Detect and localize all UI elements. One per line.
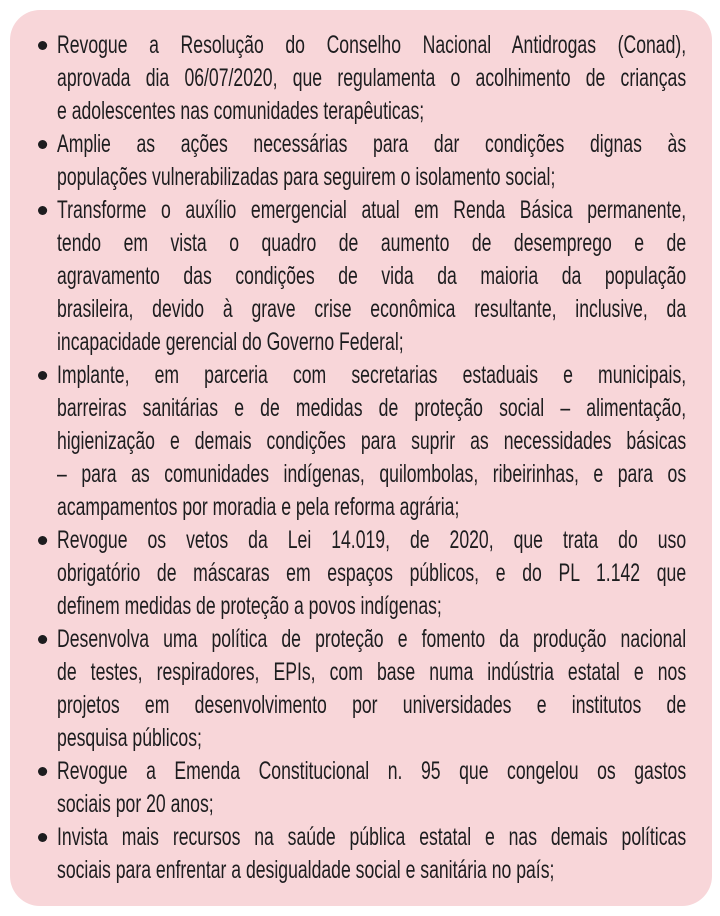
list-item [38, 194, 686, 359]
text-line: obrigatório de máscaras em espaços públicos, e do PL 1.142 que [57, 559, 687, 587]
text-line: de testes, respiradores, EPIs, com base numa indústria estatal e nos [57, 658, 687, 686]
bullet-icon [38, 833, 47, 842]
list-item-text [57, 128, 686, 194]
text-line: e adolescentes nas comunidades terapêuticas; [57, 97, 425, 125]
text-line: Revogue os vetos da Lei 14.019, de 2020, que trata do uso [57, 526, 687, 554]
text-line: acampamentos por moradia e pela reforma agrária; [57, 493, 460, 521]
text-line: Revogue a Resolução do Conselho Nacional Antidrogas (Conad), [57, 31, 687, 59]
list-item-text [57, 29, 686, 128]
text-line: projetos em desenvolvimento por universidades e institutos de [57, 691, 687, 719]
text-line: Amplie as ações necessárias para dar condições dignas às [57, 130, 687, 158]
text-line: brasileira, devido à grave crise econômica resultante, inclusive, da [57, 295, 687, 323]
text-line: sociais por 20 anos; [57, 790, 214, 818]
list-item-text [57, 524, 686, 623]
list-item-text [57, 755, 686, 821]
text-line: tendo em vista o quadro de aumento de desemprego e de [57, 229, 687, 257]
list-item [38, 623, 686, 755]
list-item-text [57, 194, 686, 359]
bullet-icon [38, 767, 47, 776]
bullet-icon [38, 41, 47, 50]
bullet-icon [38, 536, 47, 545]
text-line: aprovada dia 06/07/2020, que regulamenta o acolhimento de crianças [57, 64, 687, 92]
text-line: barreiras sanitárias e de medidas de proteção social – alimentação, [57, 394, 687, 422]
list-item [38, 128, 686, 194]
text-line: – para as comunidades indígenas, quilombolas, ribeirinhas, e para os [57, 460, 687, 488]
list-item-text [57, 359, 686, 524]
list-item-text [57, 821, 686, 887]
text-line: higienização e demais condições para suprir as necessidades básicas [57, 427, 687, 455]
text-line: Revogue a Emenda Constitucional n. 95 que congelou os gastos [57, 757, 687, 785]
bullet-icon [38, 206, 47, 215]
bullet-icon [38, 371, 47, 380]
list-item [38, 755, 686, 821]
text-line: Implante, em parceria com secretarias estaduais e municipais, [57, 361, 687, 389]
demands-card [10, 10, 712, 906]
text-line: Desenvolva uma política de proteção e fomento da produção nacional [57, 625, 687, 653]
text-line: populações vulnerabilizadas para seguirem o isolamento social; [57, 163, 556, 191]
text-line: Transforme o auxílio emergencial atual em Renda Básica permanente, [57, 196, 687, 224]
list-item [38, 524, 686, 623]
list-item [38, 359, 686, 524]
bullet-icon [38, 635, 47, 644]
list-item-text [57, 623, 686, 755]
text-line: sociais para enfrentar a desigualdade social e sanitária no país; [57, 856, 555, 884]
text-line: agravamento das condições de vida da maioria da população [57, 262, 687, 290]
text-line: definem medidas de proteção a povos indígenas; [57, 592, 442, 620]
list-item [38, 29, 686, 128]
list-item [38, 821, 686, 887]
text-line: Invista mais recursos na saúde pública estatal e nas demais políticas [57, 823, 687, 851]
text-line: incapacidade gerencial do Governo Federal; [57, 328, 404, 356]
demands-list [38, 29, 686, 887]
text-line: pesquisa públicos; [57, 724, 202, 752]
bullet-icon [38, 140, 47, 149]
